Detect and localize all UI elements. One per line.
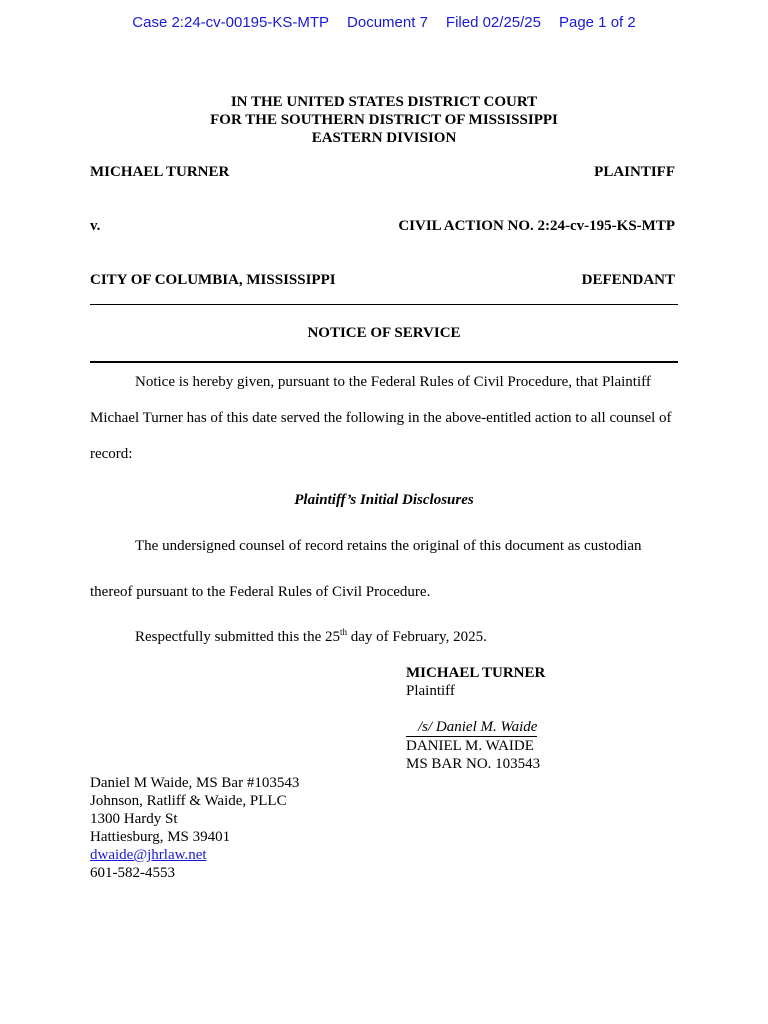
- para2-line1: The undersigned counsel of record retains the original of this document as custodian: [135, 538, 642, 554]
- court-heading: [0, 93, 768, 147]
- attorney-city: Hattiesburg, MS 39401: [90, 829, 231, 845]
- defendant-name: CITY OF COLUMBIA, MISSISSIPPI: [90, 272, 336, 288]
- versus: v.: [90, 218, 101, 234]
- court-line-1: IN THE UNITED STATES DISTRICT COURT: [230, 94, 538, 110]
- case-number: Case 2:24-cv-00195-KS-MTP: [132, 14, 330, 31]
- signature-role: Plaintiff: [406, 683, 455, 699]
- ecf-header-stamp: [0, 14, 768, 31]
- plaintiff-name: MICHAEL TURNER: [90, 164, 230, 180]
- signer-name: DANIEL M. WAIDE: [406, 738, 534, 754]
- para2-line2: thereof pursuant to the Federal Rules of Civil Procedure.: [90, 584, 431, 600]
- defendant-label: DEFENDANT: [581, 272, 675, 288]
- plaintiff-label: PLAINTIFF: [594, 164, 675, 180]
- para1-line3: record:: [90, 446, 133, 462]
- submitted-post: day of February, 2025.: [347, 629, 487, 645]
- signer-bar-number: MS BAR NO. 103543: [406, 756, 541, 772]
- court-line-3: EASTERN DIVISION: [311, 130, 457, 146]
- filed-date: Filed 02/25/25: [445, 14, 541, 31]
- page-indicator: Page 1 of 2: [558, 14, 636, 31]
- attorney-line-1: Daniel M Waide, MS Bar #103543: [90, 775, 300, 791]
- submitted-line: [135, 629, 487, 646]
- signature-block: [406, 664, 545, 773]
- document-title: NOTICE OF SERVICE: [307, 325, 461, 341]
- attorney-address-block: [90, 774, 299, 882]
- para1-line1: Notice is hereby given, pursuant to the Federal Rules of Civil Procedure, that Plaintiff: [135, 374, 651, 390]
- submitted-sup: th: [339, 627, 347, 637]
- attorney-phone: 601-582-4553: [90, 865, 175, 881]
- signature-party: MICHAEL TURNER: [406, 665, 546, 681]
- document-served: Plaintiff’s Initial Disclosures: [294, 492, 474, 508]
- civil-action-number: CIVIL ACTION NO. 2:24-cv-195-KS-MTP: [398, 218, 675, 234]
- title-divider: [90, 361, 678, 363]
- submitted-pre: Respectfully submitted this the 25: [135, 629, 340, 645]
- document-number: Document 7: [347, 14, 428, 31]
- attorney-firm: Johnson, Ratliff & Waide, PLLC: [90, 793, 287, 809]
- court-line-2: FOR THE SOUTHERN DISTRICT OF MISSISSIPPI: [210, 112, 558, 128]
- attorney-street: 1300 Hardy St: [90, 811, 178, 827]
- caption-divider: [90, 304, 678, 305]
- para1-line2: Michael Turner has of this date served the following in the above-entitled action to all counsel of: [90, 410, 672, 426]
- attorney-email-link[interactable]: dwaide@jhrlaw.net: [90, 847, 207, 863]
- electronic-signature: /s/ Daniel M. Waide: [406, 718, 537, 737]
